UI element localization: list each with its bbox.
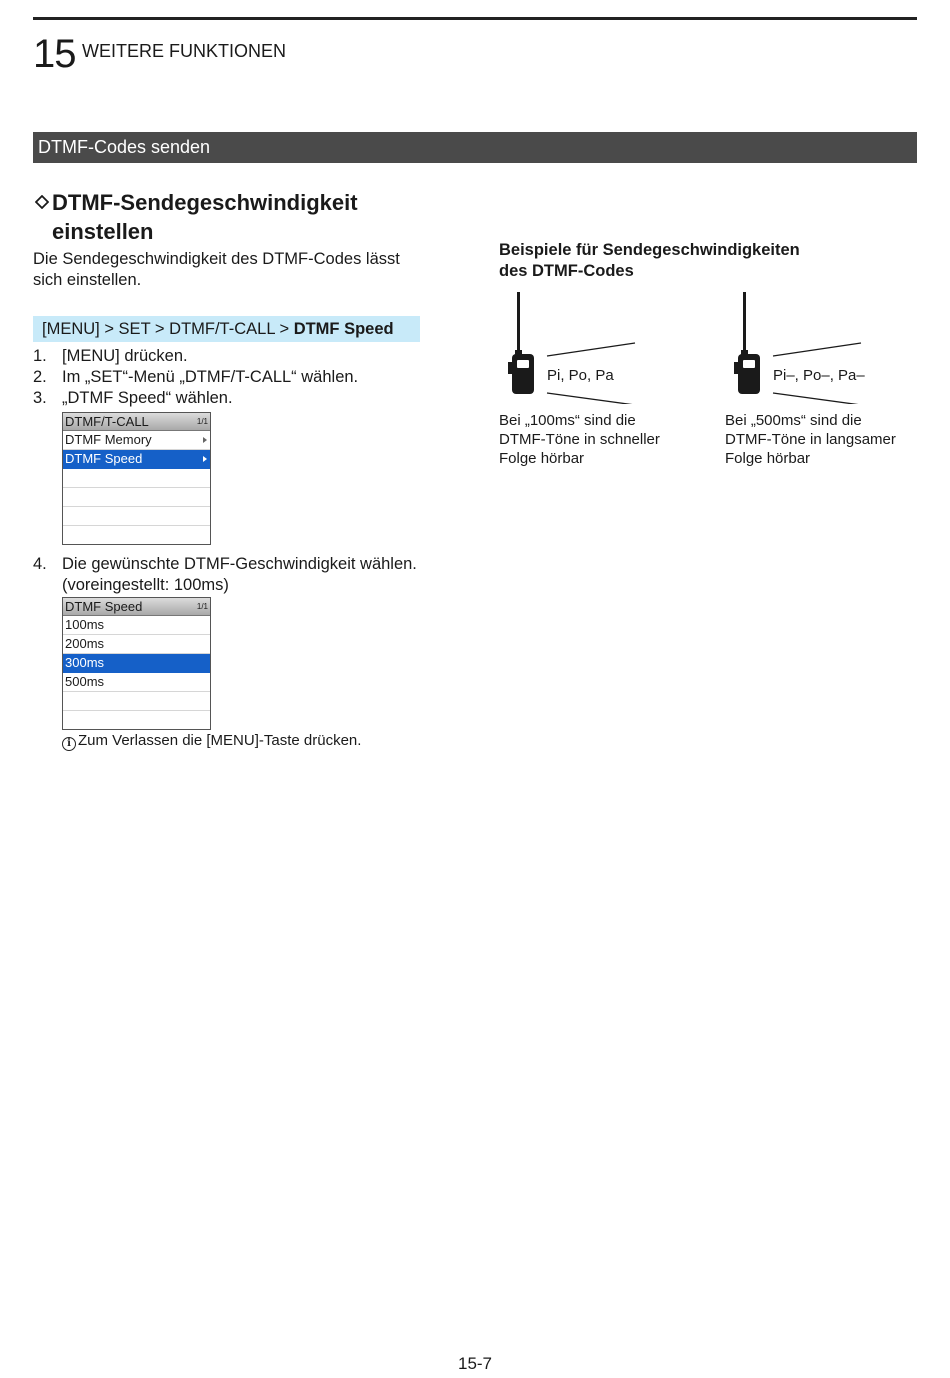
page-number: 15-7 [457, 1354, 493, 1373]
radio-icon [508, 292, 638, 404]
screen-empty-row [63, 507, 210, 526]
sound-text: Pi, Po, Pa [547, 367, 614, 384]
section-header [33, 132, 917, 163]
step-item: 4. Die gewünschte DTMF-Geschwindigkeit wählen. (voreingestellt: 100ms) [33, 555, 417, 594]
screen-empty-row [63, 488, 210, 507]
step-item: 3. „DTMF Speed“ wählen. [33, 389, 233, 407]
screen-item-500ms: 500ms [63, 673, 210, 692]
screen-item-dtmf-memory: DTMF Memory [63, 431, 210, 450]
screen-empty-row [63, 469, 210, 488]
chapter-title: WEITERE FUNKTIONEN [82, 41, 287, 61]
radio-icon [734, 292, 864, 404]
screen-empty-row [63, 526, 210, 544]
note-text: Zum Verlassen die [MENU]-Taste drücken. [78, 732, 362, 749]
screen-header: DTMF Speed 1/1 [65, 599, 208, 614]
screen-header: DTMF/T-CALL 1/1 [65, 414, 208, 429]
step-item: 2. Im „SET“-Menü „DTMF/T-CALL“ wählen. [33, 368, 359, 386]
screen-item-200ms: 200ms [63, 635, 210, 654]
radio-screen-dtmf-speed [62, 597, 211, 730]
subsection-title: DTMF-Sendegeschwindigkeit einstellen [52, 190, 358, 244]
chevron-right-icon [203, 456, 207, 462]
screen-empty-row [63, 711, 210, 729]
example-caption: Bei „100ms“ sind die DTMF-Töne in schneller Folge hörbar [499, 412, 660, 467]
sound-text: Pi–, Po–, Pa– [773, 367, 865, 384]
menu-path-target: DTMF Speed [293, 320, 394, 338]
intro-text: Die Sendegeschwindigkeit des DTMF-Codes lässt sich einstellen. [33, 250, 400, 289]
section-title: DTMF-Codes senden [38, 137, 211, 157]
screen-item-100ms: 100ms [63, 616, 210, 635]
screen-item-300ms: 300ms [63, 654, 210, 673]
radio-screen-dtmf-tcall [62, 412, 211, 545]
examples-title: Beispiele für Sendegeschwindigkeiten des DTMF-Codes [499, 241, 800, 280]
subsection-heading [33, 188, 453, 246]
example-caption: Bei „500ms“ sind die DTMF-Töne in langsamer Folge hörbar [725, 412, 896, 467]
info-icon: i [62, 737, 76, 751]
menu-path [33, 316, 420, 342]
note [62, 731, 361, 751]
chapter-number: 15 [33, 32, 76, 76]
diamond-icon [35, 195, 49, 209]
step-item: 1. [MENU] drücken. [33, 347, 188, 365]
chevron-right-icon [203, 437, 207, 443]
top-rule [33, 17, 917, 20]
screen-empty-row [63, 692, 210, 711]
screen-item-dtmf-speed: DTMF Speed [63, 450, 210, 469]
menu-path-prefix: [MENU] > SET > DTMF/T-CALL > [42, 320, 294, 338]
